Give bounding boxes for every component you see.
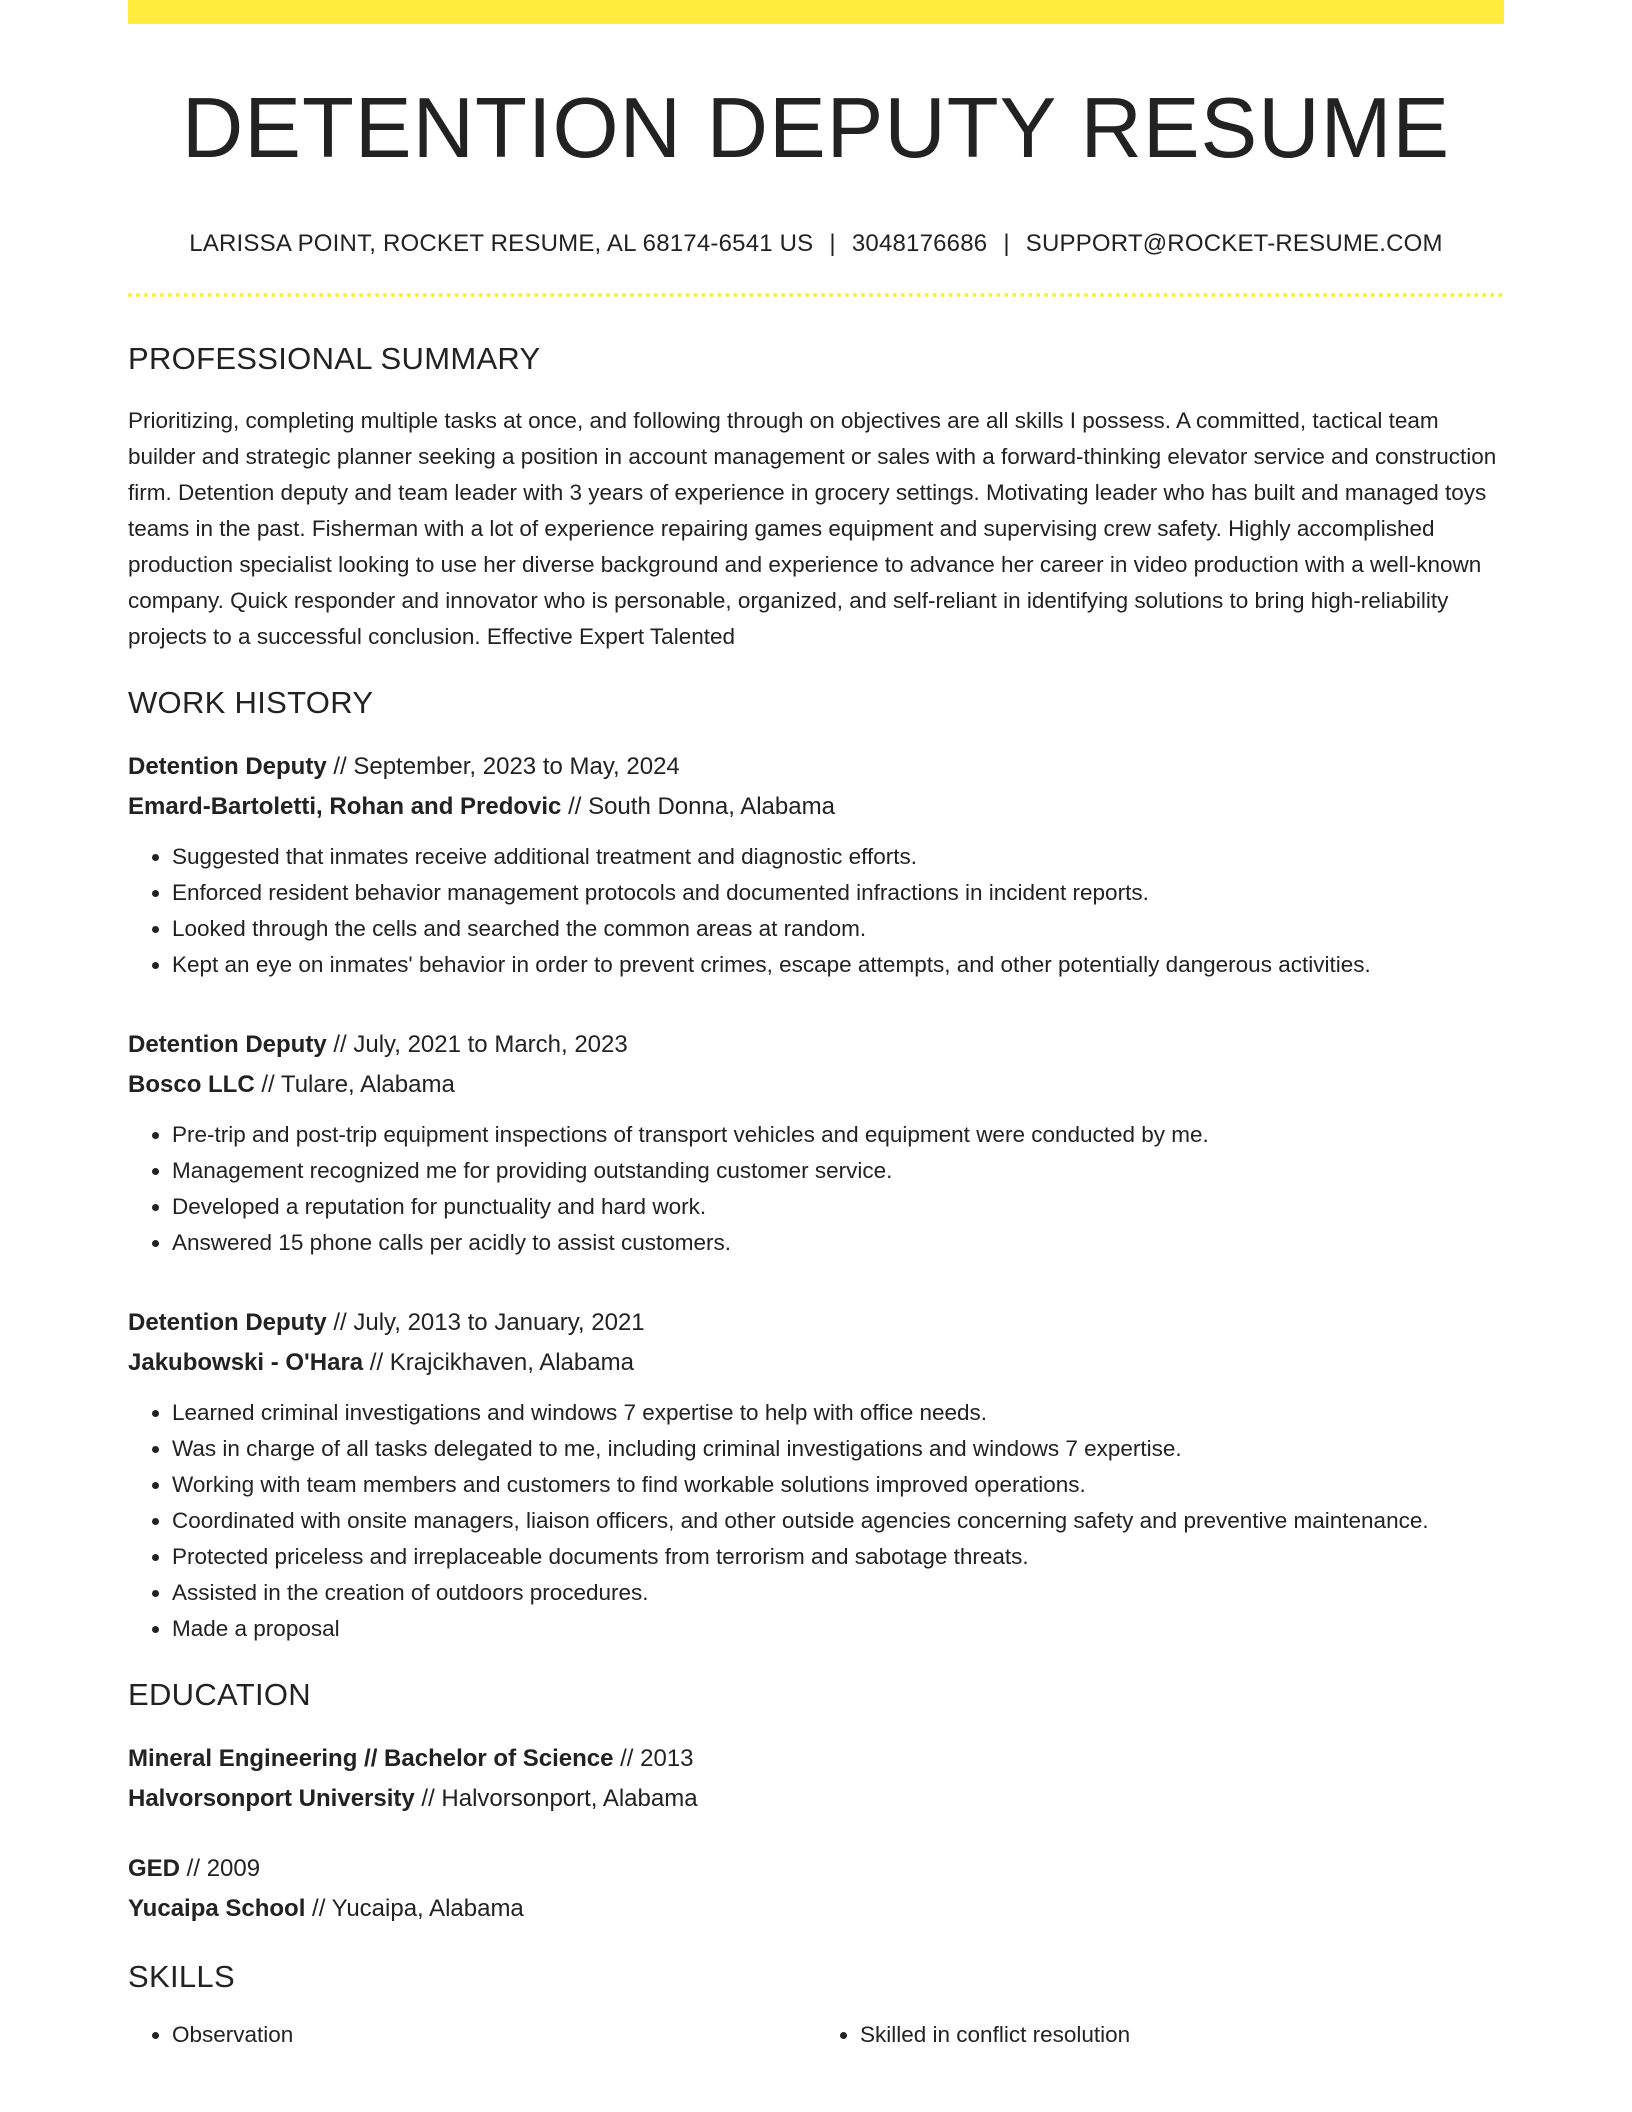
contact-line [128,230,1504,258]
job-bullets [128,1395,1504,1647]
job-location: South Donna, Alabama [588,792,835,820]
resume-title: DETENTION DEPUTY RESUME [181,81,1451,176]
job-company: Emard-Bartoletti, Rohan and Predovic [128,792,562,820]
contact-phone[interactable]: 3048176686 [851,229,988,257]
list-item: • Pre-trip and post-trip equipment inspections of transport vehicles and equipment were conducted by me. [172,1117,1504,1153]
list-item: • Answered 15 phone calls per acidly to assist customers. [172,1225,1504,1261]
dotted-divider [128,293,1504,297]
summary-text: Prioritizing, completing multiple tasks at once, and following through on objectives are all skills I possess. A committed, tactical team builder and strategic planner seeking a position in account management or sales with a forward-thinking elevator service and construction firm. Detention deputy and team leader with 3 years of experience in grocery settings. Motivating leader who has built and managed toys teams in the past. Fisherman with a lot of experience repairing games equipment and supervising crew safety. Highly accomplished production specialist looking to use her diverse background and experience to advance her career in video production with a well-known company. Quick responder and innovator who is personable, organized, and self-reliant in identifying solutions to bring high-reliability projects to a successful conclusion. Effective Expert Talented [128,407,1497,649]
divider: // [561,792,589,820]
job-location: Tulare, Alabama [280,1070,455,1098]
job-company-line [128,1343,1504,1383]
education-location: Yucaipa, Alabama [331,1894,524,1922]
job-location: Krajcikhaven, Alabama [389,1348,634,1376]
list-item: • Developed a reputation for punctuality and hard work. [172,1189,1504,1225]
education-entry [128,1849,1504,1929]
education-degree-line [128,1739,1504,1779]
divider: // [180,1854,207,1882]
divider: // [305,1894,332,1922]
list-item: • Suggested that inmates receive additional treatment and diagnostic efforts. [172,839,1504,875]
job-entry [128,1025,1504,1261]
job-company: Bosco LLC [128,1070,255,1098]
divider: // [326,752,354,780]
section-heading-summary: PROFESSIONAL SUMMARY [128,340,541,376]
divider: // [326,1030,354,1058]
contact-separator: | [829,229,836,257]
skills-column-right [816,2017,1504,2053]
list-item: • Made a proposal [172,1611,1504,1647]
education-year: 2009 [206,1854,261,1882]
list-item: • Assisted in the creation of outdoors procedures. [172,1575,1504,1611]
list-item: • Coordinated with onsite managers, liaison officers, and other outside agencies concerning safety and preventive maintenance. [172,1503,1504,1539]
education-school: Halvorsonport University [128,1784,415,1812]
accent-top-bar [128,0,1504,24]
skill-item: • Observation [172,2017,816,2053]
job-bullets [128,1117,1504,1261]
resume-page [128,0,1504,2053]
job-entry [128,1303,1504,1647]
education-degree: GED [128,1854,181,1882]
list-item: • Kept an eye on inmates' behavior in order to prevent crimes, escape attempts, and other potentially dangerous activities. [172,947,1504,983]
divider: // [326,1308,354,1336]
education-school-line [128,1889,1504,1929]
job-bullets [128,839,1504,983]
skills-column-left [128,2017,816,2053]
job-company: Jakubowski - O'Hara [128,1348,364,1376]
list-item: • Was in charge of all tasks delegated to me, including criminal investigations and windows 7 expertise. [172,1431,1504,1467]
job-title-line [128,747,1504,787]
education-location: Halvorsonport, Alabama [441,1784,698,1812]
list-item: • Working with team members and customers to find workable solutions improved operations. [172,1467,1504,1503]
education-school-line [128,1779,1504,1819]
job-dates: July, 2021 to March, 2023 [353,1030,628,1058]
list-item: • Enforced resident behavior management protocols and documented infractions in incident reports. [172,875,1504,911]
job-title: Detention Deputy [128,1308,327,1336]
job-entry [128,747,1504,983]
divider: // [613,1744,641,1772]
education-degree: Mineral Engineering // Bachelor of Science [128,1744,614,1772]
education-school: Yucaipa School [128,1894,306,1922]
job-company-line [128,1065,1504,1105]
list-item: • Management recognized me for providing outstanding customer service. [172,1153,1504,1189]
job-dates: July, 2013 to January, 2021 [353,1308,645,1336]
job-title: Detention Deputy [128,1030,327,1058]
job-title-line [128,1303,1504,1343]
section-heading-work: WORK HISTORY [128,684,374,720]
education-year: 2013 [640,1744,694,1772]
divider: // [254,1070,281,1098]
skill-item: • Skilled in conflict resolution [860,2017,1504,2053]
job-title: Detention Deputy [128,752,327,780]
job-company-line [128,787,1504,827]
contact-address: LARISSA POINT, ROCKET RESUME, AL 68174-6541 US [189,229,814,257]
list-item: • Looked through the cells and searched the common areas at random. [172,911,1504,947]
divider: // [363,1348,390,1376]
list-item: • Protected priceless and irreplaceable documents from terrorism and sabotage threats. [172,1539,1504,1575]
education-degree-line [128,1849,1504,1889]
contact-separator: | [1003,229,1010,257]
divider: // [414,1784,442,1812]
job-dates: September, 2023 to May, 2024 [353,752,680,780]
skills-grid [128,2017,1504,2053]
list-item: • Learned criminal investigations and windows 7 expertise to help with office needs. [172,1395,1504,1431]
education-entry [128,1739,1504,1819]
contact-email[interactable]: SUPPORT@ROCKET-RESUME.COM [1025,229,1443,257]
job-title-line [128,1025,1504,1065]
section-heading-education: EDUCATION [128,1676,311,1712]
section-heading-skills: SKILLS [128,1958,235,1994]
